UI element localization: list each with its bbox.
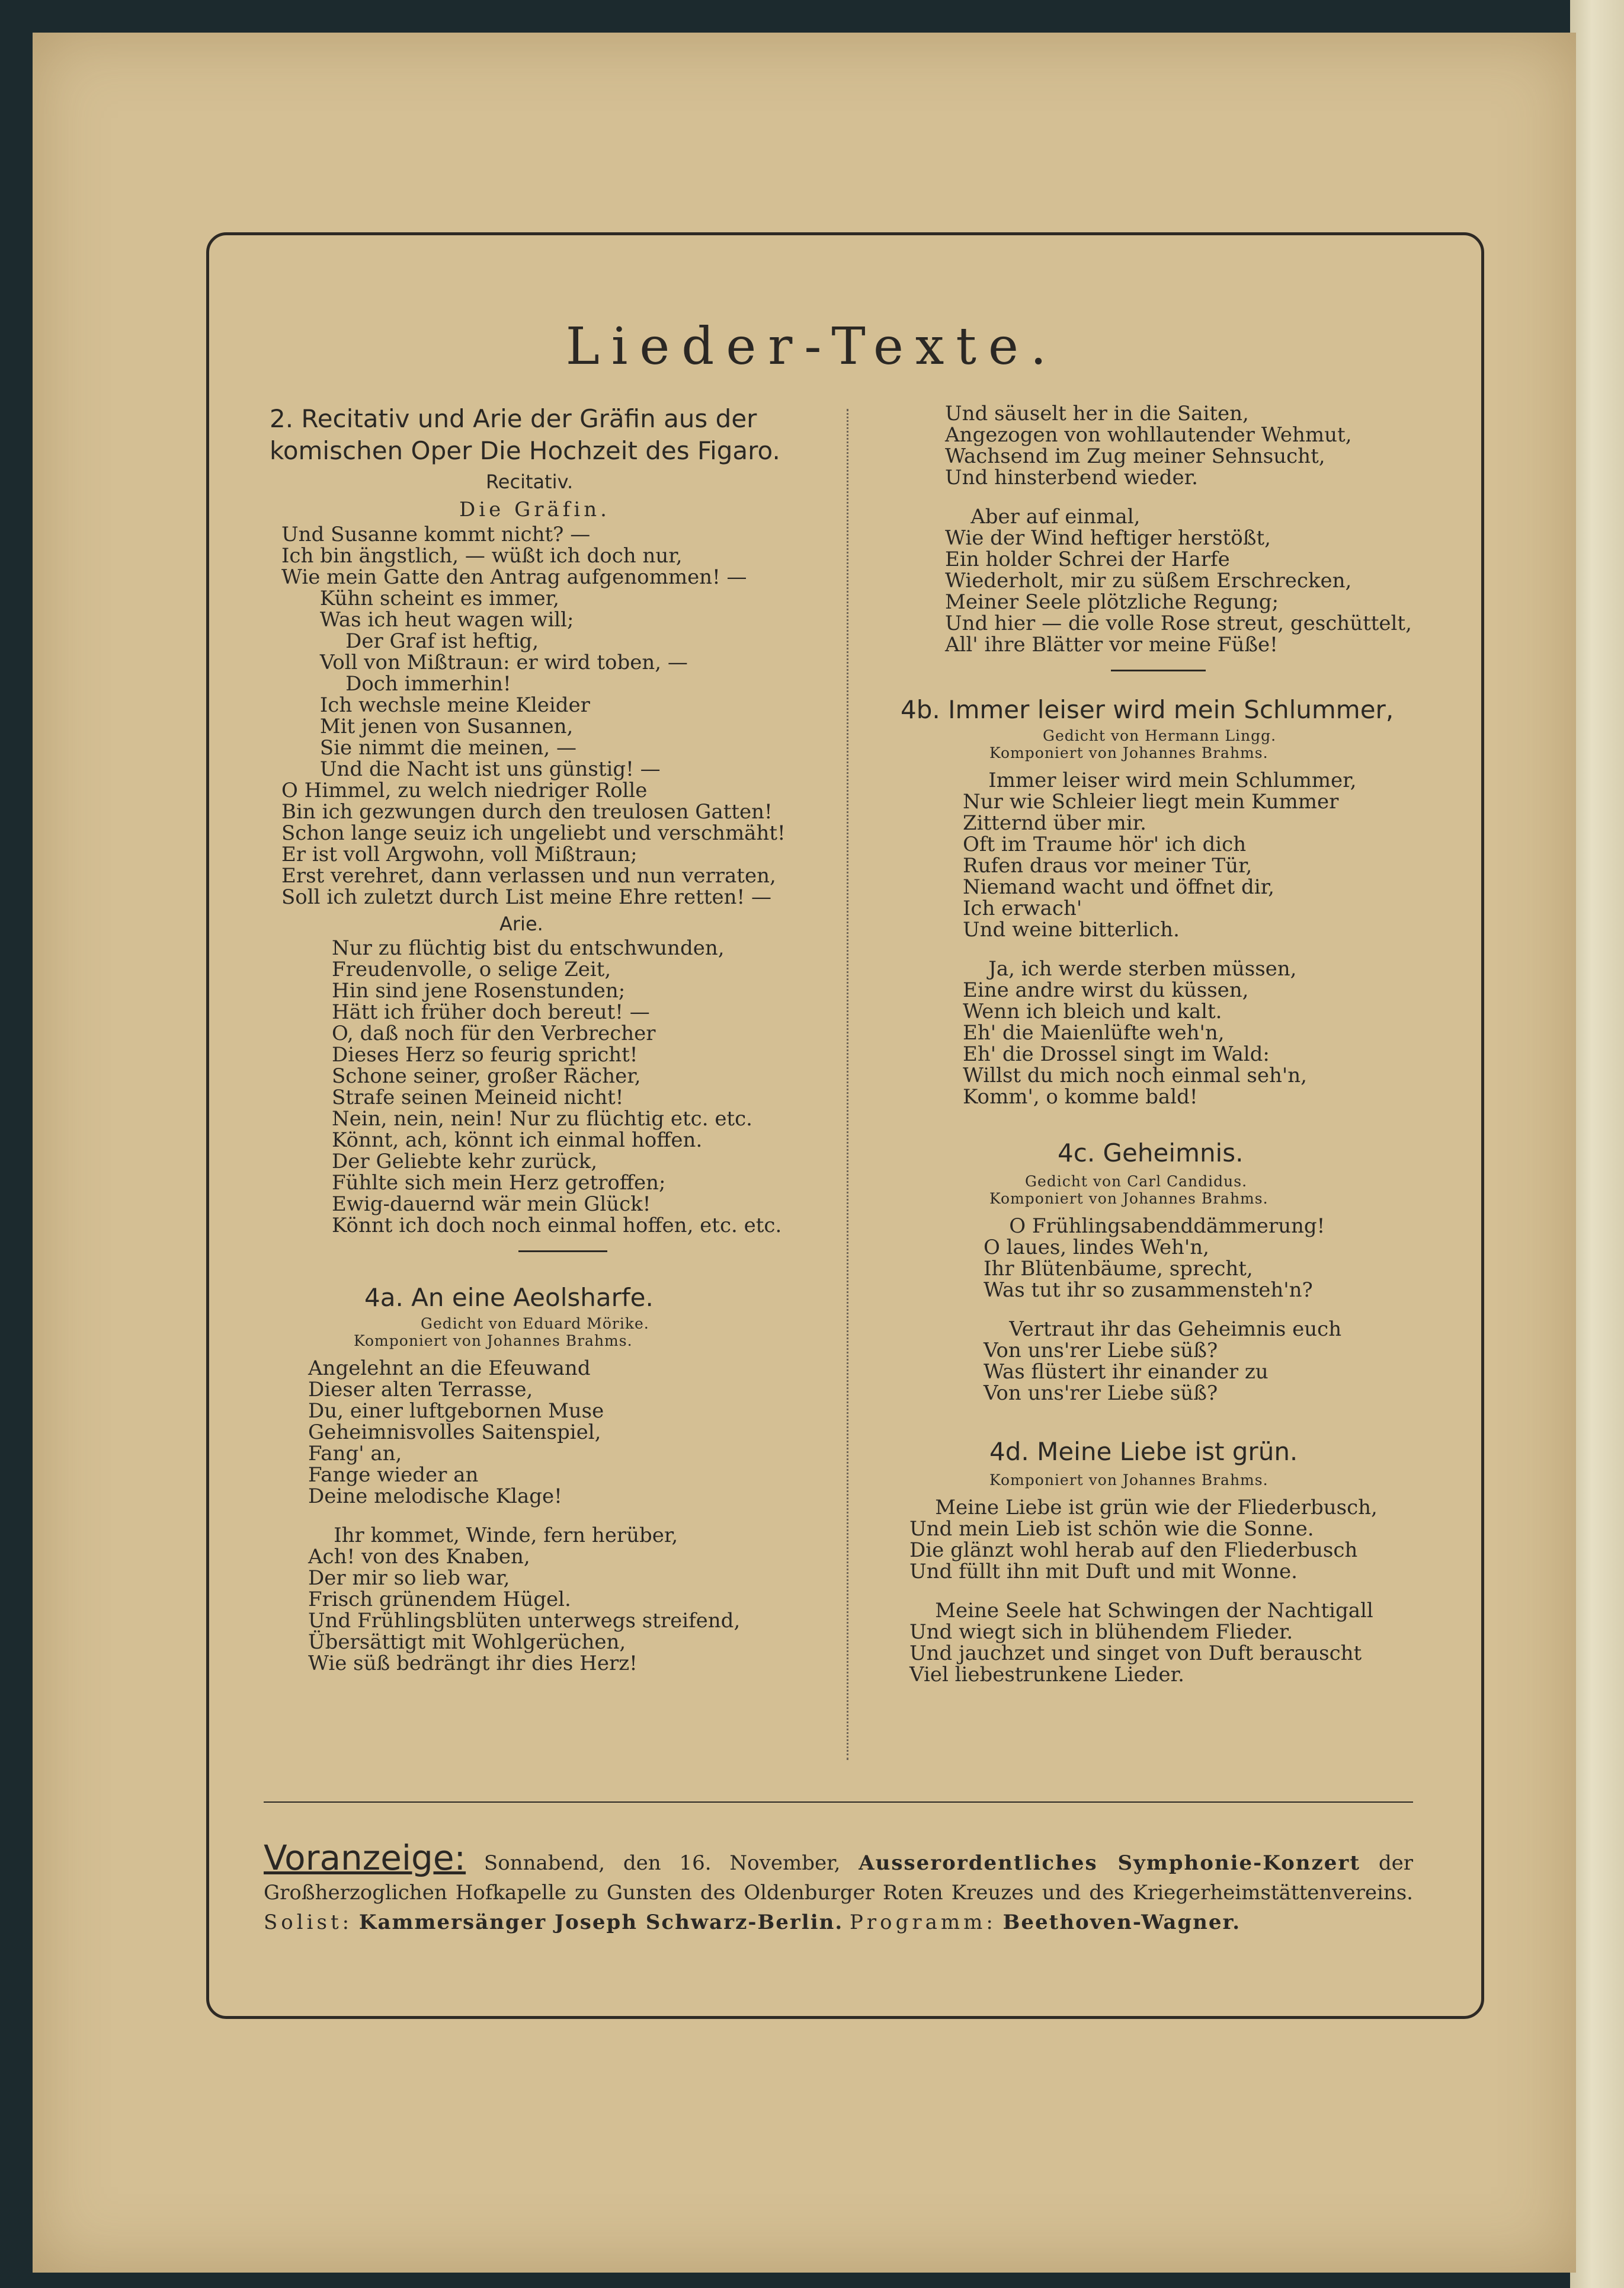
poem-line: Meine Liebe ist grün wie der Fliederbusch, — [909, 1496, 1378, 1519]
announcement-date: Sonnabend, den 16. November, — [483, 1851, 841, 1875]
concert-announcement — [264, 1838, 1414, 1937]
poem-line: Könnt ich doch noch einmal hoffen, etc. etc. — [332, 1214, 782, 1237]
poem-line: Die glänzt wohl herab auf den Fliederbusch — [909, 1538, 1358, 1562]
poem-line: O Frühlingsabenddämmerung! — [984, 1214, 1325, 1238]
section-4b-stanza — [963, 958, 1428, 1108]
program-text: Beethoven-Wagner. — [1002, 1911, 1241, 1934]
poem-line: Wie süß bedrängt ihr dies Herz! — [308, 1652, 638, 1675]
soloist-label: Solist: — [264, 1911, 353, 1934]
poem-line: Mit jenen von Susannen, — [281, 715, 574, 738]
poem-line: Wenn ich bleich und kalt. — [963, 1000, 1222, 1023]
section-4d-heading: 4d. Meine Liebe ist grün. — [989, 1437, 1298, 1466]
section-2-heading-line: 2. Recitativ und Arie der Gräfin aus der — [270, 404, 757, 433]
right-column — [895, 403, 1428, 1685]
section-4a-poet-credit: Gedicht von Eduard Mörike. — [421, 1315, 649, 1332]
section-4d-composer-credit: Komponiert von Johannes Brahms. — [989, 1471, 1269, 1489]
section-4b-heading: 4b. Immer leiser wird mein Schlummer, — [901, 695, 1394, 724]
poem-line: Eine andre wirst du küssen, — [963, 978, 1249, 1002]
poem-line: Schone seiner, großer Rächer, — [332, 1064, 641, 1088]
announcement-concert-title: Ausserordentliches Symphonie-Konzert — [859, 1851, 1361, 1875]
section-2-heading-line: komischen Oper Die Hochzeit des Figaro. — [270, 436, 780, 465]
section-4d-stanza — [909, 1600, 1428, 1685]
poem-line: Viel liebestrunkene Lieder. — [909, 1663, 1184, 1687]
section-2-heading — [270, 403, 803, 467]
poem-line: Ach! von des Knaben, — [308, 1545, 530, 1569]
poem-line: Hin sind jene Rosenstunden; — [332, 979, 626, 1003]
speaker-name: Die Gräfin. — [459, 498, 610, 521]
poem-line: Geheimnisvolles Saitenspiel, — [308, 1420, 601, 1444]
section-4b-poet-credit: Gedicht von Hermann Lingg. — [1043, 727, 1277, 744]
poem-line: Was ich heut wagen will; — [281, 608, 574, 632]
poem-line: Wiederholt, mir zu süßem Erschrecken, — [945, 569, 1352, 593]
section-4a-heading: 4a. An eine Aeolsharfe. — [364, 1283, 654, 1312]
section-4c-composer-credit: Komponiert von Johannes Brahms. — [989, 1190, 1269, 1207]
announcement-label: Voranzeige: — [264, 1838, 466, 1878]
poem-line: All' ihre Blätter vor meine Füße! — [945, 633, 1278, 657]
poem-line: Bin ich gezwungen durch den treulosen Gatten! — [281, 800, 773, 824]
section-4a-continuation — [945, 506, 1428, 655]
poem-line: Eh' die Drossel singt im Wald: — [963, 1042, 1270, 1066]
poem-line: Der Geliebte kehr zurück, — [332, 1150, 598, 1173]
poem-line: Und Frühlingsblüten unterwegs streifend, — [308, 1609, 741, 1633]
section-4c-heading: 4c. Geheimnis. — [1058, 1138, 1244, 1167]
poem-line: Der mir so lieb war, — [308, 1566, 510, 1590]
poem-line: Sie nimmt die meinen, — — [281, 736, 576, 760]
program-label: Programm: — [849, 1911, 997, 1934]
section-divider — [518, 1250, 607, 1252]
poem-line: Ich bin ängstlich, — wüßt ich doch nur, — [281, 544, 683, 568]
poem-line: Der Graf ist heftig, — [281, 629, 539, 653]
poem-line: Ihr kommet, Winde, fern herüber, — [308, 1524, 678, 1547]
poem-line: Deine melodische Klage! — [308, 1484, 562, 1508]
poem-line: Zitternd über mir. — [963, 811, 1146, 835]
poem-line: Willst du mich noch einmal seh'n, — [963, 1064, 1307, 1087]
page-title: Lieder-Texte. — [565, 317, 1059, 376]
poem-line: Ihr Blütenbäume, sprecht, — [984, 1257, 1253, 1281]
poem-line: Freudenvolle, o selige Zeit, — [332, 958, 611, 981]
poem-line: Und hinsterbend wieder. — [945, 466, 1198, 489]
poem-line: Immer leiser wird mein Schlummer, — [963, 769, 1357, 792]
poem-line: O Himmel, zu welch niedriger Rolle — [281, 779, 648, 802]
poem-line: Wachsend im Zug meiner Sehnsucht, — [945, 444, 1325, 468]
poem-line: Und weine bitterlich. — [963, 918, 1180, 942]
poem-line: Ewig-dauernd wär mein Glück! — [332, 1192, 651, 1216]
recitativ-label: Recitativ. — [486, 471, 574, 493]
poem-line: Von uns'rer Liebe süß? — [984, 1381, 1218, 1405]
poem-line: Und mein Lieb ist schön wie die Sonne. — [909, 1517, 1314, 1541]
poem-line: O laues, lindes Weh'n, — [984, 1236, 1209, 1259]
poem-line: Angezogen von wohllautender Wehmut, — [945, 423, 1352, 447]
section-4a-stanza — [308, 1525, 803, 1674]
poem-line: Ja, ich werde sterben müssen, — [963, 957, 1297, 981]
poem-line: Rufen draus vor meiner Tür, — [963, 854, 1253, 878]
poem-line: Was tut ihr so zusammensteh'n? — [984, 1278, 1313, 1302]
poem-line: Und wiegt sich in blühendem Flieder. — [909, 1620, 1293, 1644]
section-4c-stanza — [984, 1319, 1428, 1404]
poem-line: Schon lange seuiz ich ungeliebt und verschmäht! — [281, 821, 786, 845]
poem-line: Frisch grünendem Hügel. — [308, 1588, 571, 1611]
poem-line: Ich erwach' — [963, 897, 1082, 920]
announcement-description: der Großherzoglichen Hofkapelle zu Gunsten des Oldenburger Roten Kreuzes und des Kriegerheimstättenvereins. — [264, 1851, 1414, 1905]
section-4b-composer-credit: Komponiert von Johannes Brahms. — [989, 744, 1269, 761]
poem-line: Strafe seinen Meineid nicht! — [332, 1086, 624, 1109]
arie-text — [332, 937, 803, 1236]
recitativ-text — [281, 524, 803, 908]
left-column — [270, 403, 803, 1674]
poem-line: Fange wieder an — [308, 1463, 479, 1487]
section-divider — [1111, 670, 1206, 671]
poem-line: Fang' an, — [308, 1442, 402, 1465]
poem-line: Könnt, ach, könnt ich einmal hoffen. — [332, 1128, 703, 1152]
poem-line: Hätt ich früher doch bereut! — — [332, 1000, 650, 1024]
poem-line: Und hier — die volle Rose streut, geschüttelt, — [945, 612, 1412, 635]
poem-line: Dieser alten Terrasse, — [308, 1378, 533, 1401]
poem-line: O, daß noch für den Verbrecher — [332, 1022, 656, 1045]
announcement-divider — [264, 1801, 1413, 1803]
poem-line: Meine Seele hat Schwingen der Nachtigall — [909, 1599, 1373, 1623]
poem-line: Nur wie Schleier liegt mein Kummer — [963, 790, 1339, 814]
poem-line: Du, einer luftgebornen Muse — [308, 1399, 604, 1423]
poem-line: Oft im Traume hör' ich dich — [963, 833, 1247, 856]
poem-line: Ich wechsle meine Kleider — [281, 693, 590, 717]
section-4a-stanza — [308, 1358, 803, 1507]
soloist-name: Kammersänger Joseph Schwarz-Berlin. — [358, 1911, 844, 1934]
section-4b-stanza — [963, 770, 1428, 940]
poem-line: Und jauchzet und singet von Duft berauscht — [909, 1641, 1362, 1665]
poem-line: Wie mein Gatte den Antrag aufgenommen! — — [281, 565, 747, 589]
poem-line: Nur zu flüchtig bist du entschwunden, — [332, 936, 725, 960]
arie-label: Arie. — [499, 913, 543, 935]
poem-line: Was flüstert ihr einander zu — [984, 1360, 1269, 1384]
poem-line: Doch immerhin! — [281, 672, 511, 696]
poem-line: Vertraut ihr das Geheimnis euch — [984, 1317, 1342, 1341]
section-4c-stanza — [984, 1215, 1428, 1301]
poem-line: Nein, nein, nein! Nur zu flüchtig etc. etc. — [332, 1107, 752, 1131]
poem-line: Wie der Wind heftiger herstößt, — [945, 526, 1271, 550]
column-divider — [847, 409, 848, 1760]
poem-line: Fühlte sich mein Herz getroffen; — [332, 1171, 666, 1195]
poem-line: Von uns'rer Liebe süß? — [984, 1339, 1218, 1362]
poem-line: Dieses Herz so feurig spricht! — [332, 1043, 638, 1067]
section-4a-composer-credit: Komponiert von Johannes Brahms. — [354, 1332, 633, 1349]
poem-line: Meiner Seele plötzliche Regung; — [945, 590, 1279, 614]
poem-line: Aber auf einmal, — [945, 505, 1141, 529]
section-4a-continuation — [945, 403, 1428, 488]
poem-line: Übersättigt mit Wohlgerüchen, — [308, 1630, 626, 1654]
poem-line: Voll von Mißtraun: er wird toben, — — [281, 651, 688, 674]
poem-line: Er ist voll Argwohn, voll Mißtraun; — [281, 843, 638, 866]
poem-line: Ein holder Schrei der Harfe — [945, 548, 1230, 571]
poem-line: Und säuselt her in die Saiten, — [945, 402, 1249, 425]
poem-line: Und die Nacht ist uns günstig! — — [281, 757, 661, 781]
section-4c-poet-credit: Gedicht von Carl Candidus. — [1025, 1173, 1248, 1190]
poem-line: Eh' die Maienlüfte weh'n, — [963, 1021, 1225, 1045]
poem-line: Kühn scheint es immer, — [281, 587, 559, 610]
poem-line: Und Susanne kommt nicht? — — [281, 523, 591, 546]
poem-line: Angelehnt an die Efeuwand — [308, 1356, 591, 1380]
poem-line: Niemand wacht und öffnet dir, — [963, 875, 1274, 899]
poem-line: Soll ich zuletzt durch List meine Ehre retten! — — [281, 885, 771, 909]
section-4d-stanza — [909, 1497, 1428, 1582]
poem-line: Komm', o komme bald! — [963, 1085, 1198, 1109]
poem-line: Erst verehret, dann verlassen und nun verraten, — [281, 864, 776, 888]
poem-line: Und füllt ihn mit Duft und mit Wonne. — [909, 1560, 1298, 1583]
